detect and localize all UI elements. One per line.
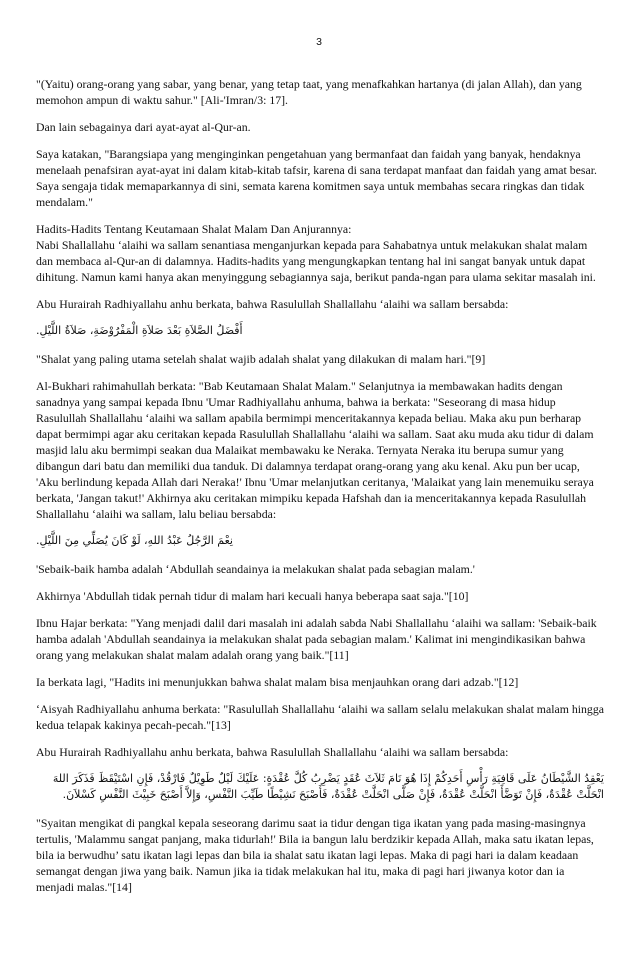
paragraph: "Shalat yang paling utama setelah shalat wajib adalah shalat yang dilakukan di malam hari."[9] <box>36 352 486 366</box>
page-number: 3 <box>316 36 322 48</box>
paragraph: Dan lain sebagainya dari ayat-ayat al-Qur-an. <box>36 120 251 134</box>
paragraph: Al-Bukhari rahimahullah berkata: "Bab Keutamaan Shalat Malam." Selanjutnya ia membawakan hadits dengan sanadnya yang sampai kepada Ibnu 'Umar Radhiyallahu anhuma, bahwa ia berkata: "Seseorang di masa hidup Rasulullah Shallallahu ‘alaihi wa sallam apabila bermimpi menceritakannya kepada beliau. Maka aku pun berharap dapat bermimpi agar aku ceritakan kepada Rasulullah Shallallahu ‘alaihi wa sallam. Saat aku muda aku tidur di dalam masjid lalu aku bermimpi seakan dua Malaikat membawaku ke Neraka. Ternyata Neraka itu berupa sumur yang dibangun dari batu dan memiliki dua tanduk. Di dalamnya terdapat orang-orang yang aku kenal. Aku pun ber ucap, 'Aku berlindung kepada Allah dari Neraka!' Ibnu 'Umar melanjutkan ceritanya, 'Malaikat yang lain menemuiku seraya berkata, 'Jangan takut!' Akhirnya aku ceritakan mimpiku kepada Hafshah dan ia menceritakannya kepada Rasulullah Shallallahu ‘alaihi wa sallam, lalu beliau bersabda: <box>36 379 594 521</box>
paragraph: Akhirnya 'Abdullah tidak pernah tidur di malam hari kecuali hanya beberapa saat saja."[10] <box>36 589 469 603</box>
paragraph: Abu Hurairah Radhiyallahu anhu berkata, bahwa Rasulullah Shallallahu ‘alaihi wa sallam bersabda: <box>36 297 509 311</box>
arabic-hadith-2: نِعْمَ الرَّجُلُ عَبْدُ اللهِ، لَوْ كَانَ يُصَلِّي مِنَ اللَّيْلِ. <box>36 534 233 547</box>
paragraph: Abu Hurairah Radhiyallahu anhu berkata, bahwa Rasulullah Shallallahu ‘alaihi wa sallam bersabda: <box>36 745 509 759</box>
page-body <box>36 76 604 906</box>
arabic-hadith-3: يَعْقِدُ الشَّيْطَانُ عَلَى قَافِيَةِ رَأْسِ أَحَدِكُمْ إِذَا هُوَ نَامَ ثَلاَثَ عُقَدٍ يَضْرِبُ كُلَّ عُقْدَةٍ: عَلَيْكَ لَيْلٌ طَوِيْلٌ فَارْقُدْ، فَإِنِ اسْتَيْقَظَ فَذَكَرَ اللهَ انْحَلَّتْ عُقْدَةٌ، فَإِنْ تَوَضَّأَ انْحَلَّتْ عُقْدَةٌ، فَإِنْ صَلَّى انْحَلَّتْ عُقْدَةٌ، فَأَصْبَحَ نَشِيْطًا طَيِّبَ النَّفْسِ، وَإِلاَّ أَصْبَحَ خَبِيْثَ النَّفْسِ كَسْلاَنَ. <box>52 772 604 801</box>
arabic-hadith-1: أَفْضَلُ الصَّلاَةِ بَعْدَ صَلاَةِ الْمَفْرُوْضَةِ، صَلاَةُ اللَّيْلِ. <box>36 324 243 337</box>
paragraph: Ia berkata lagi, "Hadits ini menunjukkan bahwa shalat malam bisa menjauhkan orang dari adzab."[12] <box>36 675 519 689</box>
paragraph: 'Sebaik-baik hamba adalah ‘Abdullah seandainya ia melakukan shalat pada sebagian malam.' <box>36 562 475 576</box>
paragraph: Saya katakan, "Barangsiapa yang menginginkan pengetahuan yang bermanfaat dan faidah yang banyak, hendaknya menelaah penafsiran ayat-ayat ini dalam kitab-kitab tafsir, karena di sana terdapat manfaat dan faidah yang amat besar. Saya sengaja tidak memaparkannya di sini, semata karena komitmen saya untuk membahas secara ringkas dan tidak mendalam." <box>36 147 597 209</box>
section-paragraph: Hadits-Hadits Tentang Keutamaan Shalat Malam Dan Anjurannya: Nabi Shallallahu ‘alaihi wa sallam senantiasa menganjurkan kepada para Sahabatnya untuk melakukan shalat malam dan membaca al-Qur-an di dalamnya. Hadits-hadits yang mengungkapkan tentang hal ini sangat banyak untuk dapat dihitung. Namun kami hanya akan menyinggung sebagiannya saja, berikut panda-ngan para ulama sekitar masalah ini. <box>36 222 596 284</box>
paragraph: "Syaitan mengikat di pangkal kepala seseorang darimu saat ia tidur dengan tiga ikatan yang pada masing-masingnya tertulis, 'Malammu sangat panjang, maka tidurlah!' Bila ia bangun lalu berdzikir kepada Allah, maka satu ikatan lepas, bila ia berwudhu’ satu ikatan lagi lepas dan bila ia shalat satu ikatan lagi lepas. Maka di pagi hari ia dalam keadaan semangat dengan jiwa yang baik. Namun jika ia tidak melakukan hal itu, maka di pagi hari jiwanya kotor dan ia menjadi malas."[14] <box>36 816 594 894</box>
quran-verse-paragraph: "(Yaitu) orang-orang yang sabar, yang benar, yang tetap taat, yang menafkahkan hartanya (di jalan Allah), dan yang memohon ampun di waktu sahur." [Ali-'Imran/3: 17]. <box>36 77 582 107</box>
paragraph: Ibnu Hajar berkata: "Yang menjadi dalil dari masalah ini adalah sabda Nabi Shallallahu ‘alaihi wa sallam: 'Sebaik-baik hamba adalah 'Abdullah seandainya ia melakukan shalat pada sebagian malam.' Kalimat ini mengindikasikan bahwa orang yang melakukan shalat malam adalah orang yang baik."[11] <box>36 616 597 662</box>
paragraph: ‘Aisyah Radhiyallahu anhuma berkata: "Rasulullah Shallallahu ‘alaihi wa sallam selalu melakukan shalat malam hingga kedua telapak kakinya pecah-pecah."[13] <box>36 702 604 732</box>
